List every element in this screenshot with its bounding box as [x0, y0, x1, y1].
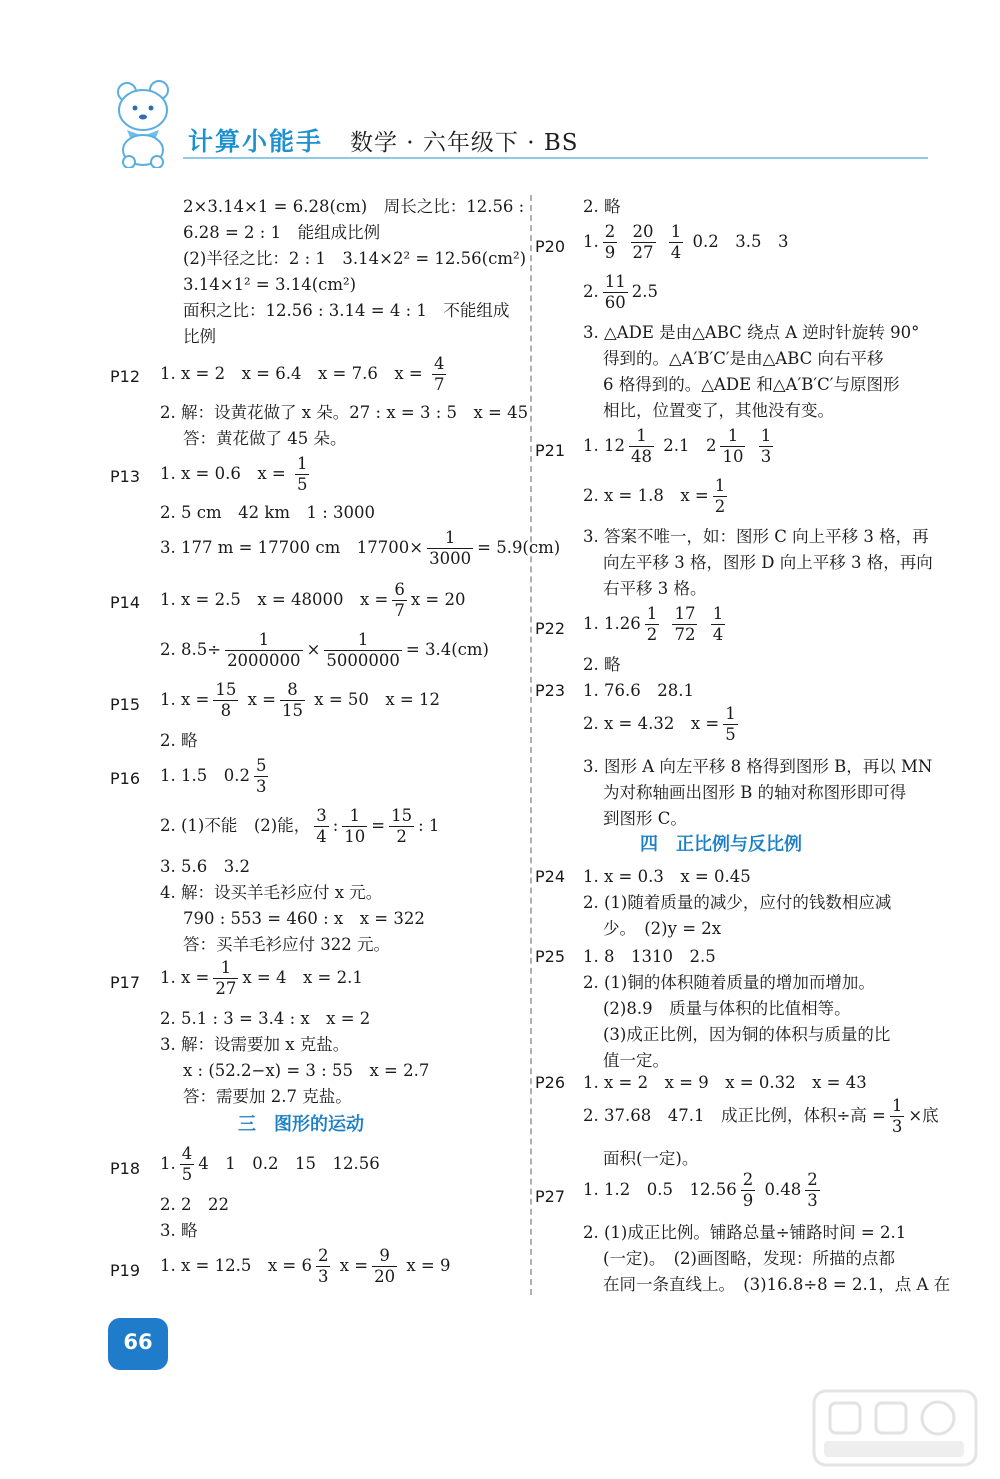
fraction: $\frac{1}{3}$ [891, 1096, 903, 1136]
answer-line: 2. x = 1.8 x = $\frac{1}{2}$ [583, 476, 726, 516]
answer-line: 790 : 553 = 460 : x x = 322 [183, 909, 425, 928]
fraction: $\frac{1}{4}$ [670, 222, 682, 262]
fraction: $\frac{3}{4}$ [316, 806, 327, 846]
fraction: $\frac{1}{10}$ [344, 806, 366, 846]
answer-line: 1. x = 0.3 x = 0.45 [583, 867, 751, 886]
fraction: $\frac{2}{9}$ [742, 1170, 754, 1210]
fraction: $\frac{15}{8}$ [215, 680, 237, 720]
answer-line: 2. (1)铜的体积随着质量的增加而增加。 [583, 973, 875, 992]
page-label: P20 [535, 237, 566, 256]
answer-line: 1. x = 12.5 x = 6 $\frac{2}{3}$ x = $\frac{9}{20}$ x = 9 [160, 1246, 451, 1286]
page-label: P18 [110, 1159, 141, 1178]
page-label: P17 [110, 973, 141, 992]
answer-line: (2)8.9 质量与体积的比值相等。 [603, 999, 851, 1018]
answer-line: 3. △ADE 是由△ABC 绕点 A 逆时针旋转 90° [583, 323, 920, 342]
answer-line: 4. 解：设买羊毛衫应付 x 元。 [160, 883, 383, 902]
answer-line: 答：需要加 2.7 克盐。 [183, 1087, 352, 1106]
answer-line: 为对称轴画出图形 B 的轴对称图形即可得 [603, 783, 907, 802]
answer-line: 3. 略 [160, 1221, 198, 1240]
fraction: $\frac{15}{2}$ [391, 806, 413, 846]
answer-line: 到图形 C。 [603, 809, 687, 828]
answer-line: 1. 76.6 28.1 [583, 681, 694, 700]
page-label: P25 [535, 947, 566, 966]
answer-line: 得到的。△A′B′C′是由△ABC 向右平移 [603, 349, 884, 368]
page-label: P14 [110, 593, 141, 612]
fraction: $\frac{2}{3}$ [807, 1170, 818, 1210]
answer-line: 2. 解：设黄花做了 x 朵。27 : x = 3 : 5 x = 45 [160, 403, 529, 422]
fraction: $\frac{1}{48}$ [630, 426, 652, 466]
answer-line: 1. x = 2 x = 9 x = 0.32 x = 43 [583, 1073, 867, 1092]
section-heading: 四 正比例与反比例 [640, 834, 802, 855]
watermark-logo-icon [810, 1385, 980, 1470]
answer-line: 1. 1.2 0.5 12.56 $\frac{2}{9}$ 0.48 $\frac{2}{3}$ [583, 1170, 818, 1210]
answer-line: 1. x = 0.6 x = $\frac{1}{5}$ [160, 454, 308, 494]
answer-line: 面积之比：12.56 : 3.14 = 4 : 1 不能组成 [183, 301, 510, 320]
answer-line: 在同一条直线上。 (3)16.8÷8 = 2.1，点 A 在 [603, 1275, 951, 1294]
answer-line: 1. $\frac{4}{5}$ 4 1 0.2 15 12.56 [160, 1144, 380, 1184]
page-label: P27 [535, 1187, 566, 1206]
page-label: P19 [110, 1261, 141, 1280]
fraction: $\frac{6}{7}$ [394, 580, 405, 620]
answer-line: 答：买羊毛衫应付 322 元。 [183, 935, 390, 954]
fraction: $\frac{1}{27}$ [215, 958, 237, 998]
answer-line: 2. 37.68 47.1 成正比例，体积÷高 = $\frac{1}{3}$ ×底 [583, 1096, 939, 1136]
fraction: $\frac{8}{15}$ [282, 680, 304, 720]
answer-line: 1. x = 2.5 x = 48000 x = $\frac{6}{7}$ x = 20 [160, 580, 466, 620]
fraction: $\frac{1}{2}$ [714, 476, 726, 516]
fraction: $\frac{1}{2000000}$ [227, 630, 301, 670]
answer-line: 2. (1)成正比例。铺路总量÷铺路时间 = 2.1 [583, 1223, 907, 1242]
page-label: P26 [535, 1073, 566, 1092]
answer-line: 2. 5 cm 42 km 1 : 3000 [160, 503, 376, 522]
fraction: $\frac{1}{10}$ [722, 426, 744, 466]
page-label: P16 [110, 769, 141, 788]
fraction: $\frac{9}{20}$ [374, 1246, 396, 1286]
answer-line: 2. 5.1 : 3 = 3.4 : x x = 2 [160, 1009, 371, 1028]
answer-line: 值一定。 [603, 1051, 669, 1070]
fraction: $\frac{1}{4}$ [712, 604, 724, 644]
fraction: $\frac{1}{5}$ [725, 704, 736, 744]
page-label: P12 [110, 367, 141, 386]
page-label: P21 [535, 441, 566, 460]
page-number-badge [108, 1318, 168, 1370]
answer-line: 2. (1)随着质量的减少，应付的钱数相应减 [583, 893, 892, 912]
answer-line: 面积(一定)。 [603, 1149, 699, 1168]
answer-line: 1. x = $\frac{1}{27}$ x = 4 x = 2.1 [160, 958, 363, 998]
answer-line: 右平移 3 格。 [603, 579, 707, 598]
answer-line: x : (52.2−x) = 3 : 55 x = 2.7 [183, 1061, 430, 1080]
answer-line: 向左平移 3 格，图形 D 向上平移 3 格，再向 [603, 553, 933, 572]
right-column [535, 192, 951, 1302]
answer-line: 1. x = 2 x = 6.4 x = 7.6 x = $\frac{4}{7}$ [160, 354, 445, 394]
answer-line: 1. 8 1310 2.5 [583, 947, 716, 966]
page-number: 66 [123, 1330, 153, 1354]
bear-mascot-icon [105, 78, 185, 168]
answer-line: 3. 177 m = 17700 cm 17700× $\frac{1}{3000}$ = 5.9(cm) [160, 528, 561, 568]
answer-line: 6 格得到的。△ADE 和△A′B′C′与原图形 [603, 375, 900, 394]
answer-line: 2. (1)不能 (2)能， $\frac{3}{4}$ : $\frac{1}{10}$ = $\frac{15}{2}$ : 1 [160, 806, 440, 846]
answer-line: 1. 12 $\frac{1}{48}$ 2.1 2 $\frac{1}{10}$ $\frac{1}{3}$ [583, 426, 772, 466]
answer-line: 2. 8.5÷ $\frac{1}{2000000}$ × $\frac{1}{5000000}$ = 3.4(cm) [160, 630, 489, 670]
page-label: P15 [110, 695, 141, 714]
answer-line: 3. 答案不唯一，如：图形 C 向上平移 3 格，再 [583, 527, 929, 546]
fraction: $\frac{5}{3}$ [255, 756, 267, 796]
page-label: P24 [535, 867, 566, 886]
fraction: $\frac{1}{3}$ [760, 426, 772, 466]
column-divider [530, 195, 532, 1295]
page-label: P23 [535, 681, 566, 700]
section-heading: 三 图形的运动 [238, 1114, 364, 1135]
fraction: $\frac{20}{27}$ [632, 222, 654, 262]
header-title: 计算小能手 [188, 127, 324, 156]
fraction: $\frac{11}{60}$ [604, 272, 626, 312]
answer-line: 2. 略 [583, 655, 621, 674]
answer-line: (3)成正比例，因为铜的体积与质量的比 [603, 1025, 891, 1044]
answer-line: 2. 2 22 [160, 1195, 229, 1214]
answer-line: 2×3.14×1 = 6.28(cm) 周长之比：12.56 : [183, 197, 525, 216]
answer-line: 6.28 = 2 : 1 能组成比例 [183, 223, 381, 242]
answer-line: 1. 1.5 0.2 $\frac{5}{3}$ [160, 756, 267, 796]
answer-line: 3. 5.6 3.2 [160, 857, 250, 876]
fraction: $\frac{1}{5000000}$ [326, 630, 400, 670]
fraction: $\frac{17}{72}$ [674, 604, 696, 644]
header-rule [183, 157, 928, 159]
page-label: P22 [535, 619, 566, 638]
fraction: $\frac{1}{2}$ [646, 604, 658, 644]
header-subtitle: 数学 · 六年级下 · BS [350, 130, 579, 156]
answer-line: 2. x = 4.32 x = $\frac{1}{5}$ [583, 704, 736, 744]
page-header [0, 0, 1000, 190]
answer-line: 相比，位置变了，其他没有变。 [603, 401, 834, 420]
fraction: $\frac{4}{7}$ [433, 354, 445, 394]
answer-line: 3. 图形 A 向左平移 8 格得到图形 B，再以 MN [583, 757, 933, 776]
answer-line: 1. 1.26 $\frac{1}{2}$ $\frac{17}{72}$ $\frac{1}{4}$ [583, 604, 724, 644]
answer-line: (一定)。 (2)画图略，发现：所描的点都 [603, 1249, 895, 1268]
page-label: P13 [110, 467, 141, 486]
answer-line: 3. 解：设需要加 x 克盐。 [160, 1035, 350, 1054]
answer-line: 1. $\frac{2}{9}$ $\frac{20}{27}$ $\frac{1}{4}$ 0.2 3.5 3 [583, 222, 789, 262]
fraction: $\frac{2}{3}$ [317, 1246, 329, 1286]
answer-line: 2. 略 [160, 731, 198, 750]
fraction: $\frac{4}{5}$ [181, 1144, 193, 1184]
fraction: $\frac{1}{5}$ [296, 454, 308, 494]
answer-line: 答：黄花做了 45 朵。 [183, 429, 347, 448]
fraction: $\frac{1}{3000}$ [429, 528, 472, 568]
answer-line: 1. x = $\frac{15}{8}$ x = $\frac{8}{15}$ x = 50 x = 12 [160, 680, 440, 720]
answer-line: 2. $\frac{11}{60}$ 2.5 [583, 272, 658, 312]
answer-line: 少。 (2)y = 2x [603, 919, 722, 938]
answer-line: 3.14×1² = 3.14(cm²) [183, 275, 357, 294]
answer-line: 2. 略 [583, 197, 621, 216]
answer-line: (2)半径之比：2 : 1 3.14×2² = 12.56(cm²) [183, 249, 527, 268]
fraction: $\frac{2}{9}$ [604, 222, 616, 262]
answer-line: 比例 [183, 327, 216, 346]
